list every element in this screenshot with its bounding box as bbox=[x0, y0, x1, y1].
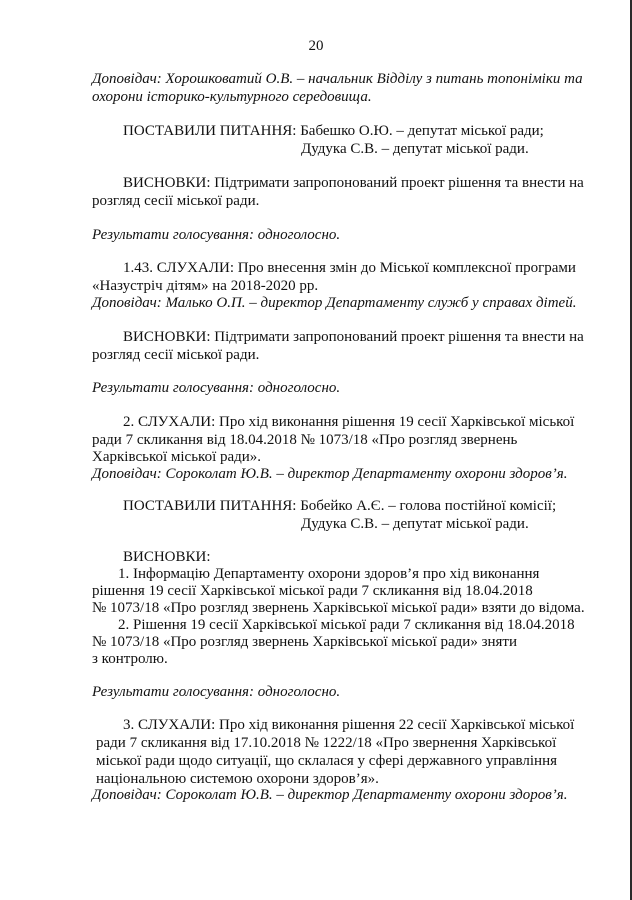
questions-line: ПОСТАВИЛИ ПИТАННЯ: Бобейко А.Є. – голова постійної комісії; bbox=[123, 498, 557, 514]
heard-line: 2. СЛУХАЛИ: Про хід виконання рішення 19 сесії Харківської міської bbox=[123, 414, 575, 430]
heard-line: Харківської міської ради». bbox=[92, 449, 262, 465]
voting-result: Результати голосування: одноголосно. bbox=[92, 684, 341, 700]
page-number: 20 bbox=[308, 38, 324, 54]
conclusions-line: рішення 19 сесії Харківської міської ради 7 скликання від 18.04.2018 bbox=[92, 583, 533, 599]
speaker-line: Доповідач: Сороколат Ю.В. – директор Департаменту охорони здоров’я. bbox=[92, 787, 568, 803]
speaker-line: Доповідач: Малько О.П. – директор Департаменту служб у справах дітей. bbox=[92, 295, 577, 311]
questions-line: Дудука С.В. – депутат міської ради. bbox=[301, 516, 529, 532]
conclusions-line: розгляд сесії міської ради. bbox=[92, 347, 260, 363]
heard-line: 1.43. СЛУХАЛИ: Про внесення змін до Міської комплексної програми bbox=[123, 260, 576, 276]
questions-line: Дудука С.В. – депутат міської ради. bbox=[301, 141, 529, 157]
speaker-line: Доповідач: Сороколат Ю.В. – директор Департаменту охорони здоров’я. bbox=[92, 466, 568, 482]
questions-line: ПОСТАВИЛИ ПИТАННЯ: Бабешко О.Ю. – депутат міської ради; bbox=[123, 123, 544, 139]
voting-result: Результати голосування: одноголосно. bbox=[92, 380, 341, 396]
heard-line: національною системою охорони здоров’я». bbox=[96, 771, 379, 787]
speaker-line: охорони історико-культурного середовища. bbox=[92, 89, 372, 105]
conclusions-line: розгляд сесії міської ради. bbox=[92, 193, 260, 209]
conclusions-line: № 1073/18 «Про розгляд звернень Харківської міської ради» зняти bbox=[92, 634, 518, 650]
conclusions-line: № 1073/18 «Про розгляд звернень Харківської міської ради» взяти до відома. bbox=[92, 600, 585, 616]
heard-line: міської ради щодо ситуації, що склалася у сфері державного управління bbox=[96, 753, 558, 769]
conclusions-line: 2. Рішення 19 сесії Харківської міської ради 7 скликання від 18.04.2018 bbox=[118, 617, 575, 633]
conclusions-heading: ВИСНОВКИ: bbox=[123, 549, 211, 565]
heard-line: ради 7 скликання від 17.10.2018 № 1222/18 «Про звернення Харківської bbox=[96, 735, 557, 751]
conclusions-line: ВИСНОВКИ: Підтримати запропонований проект рішення та внести на bbox=[123, 329, 584, 345]
heard-line: «Назустріч дітям» на 2018-2020 рр. bbox=[92, 278, 319, 294]
conclusions-line: з контролю. bbox=[92, 651, 168, 667]
conclusions-line: ВИСНОВКИ: Підтримати запропонований проект рішення та внести на bbox=[123, 175, 584, 191]
speaker-line: Доповідач: Хорошковатий О.В. – начальник Відділу з питань топоніміки та bbox=[92, 71, 583, 87]
voting-result: Результати голосування: одноголосно. bbox=[92, 227, 341, 243]
conclusions-line: 1. Інформацію Департаменту охорони здоров’я про хід виконання bbox=[118, 566, 540, 582]
heard-line: 3. СЛУХАЛИ: Про хід виконання рішення 22 сесії Харківської міської bbox=[123, 717, 575, 733]
heard-line: ради 7 скликання від 18.04.2018 № 1073/18 «Про розгляд звернень bbox=[92, 432, 518, 448]
